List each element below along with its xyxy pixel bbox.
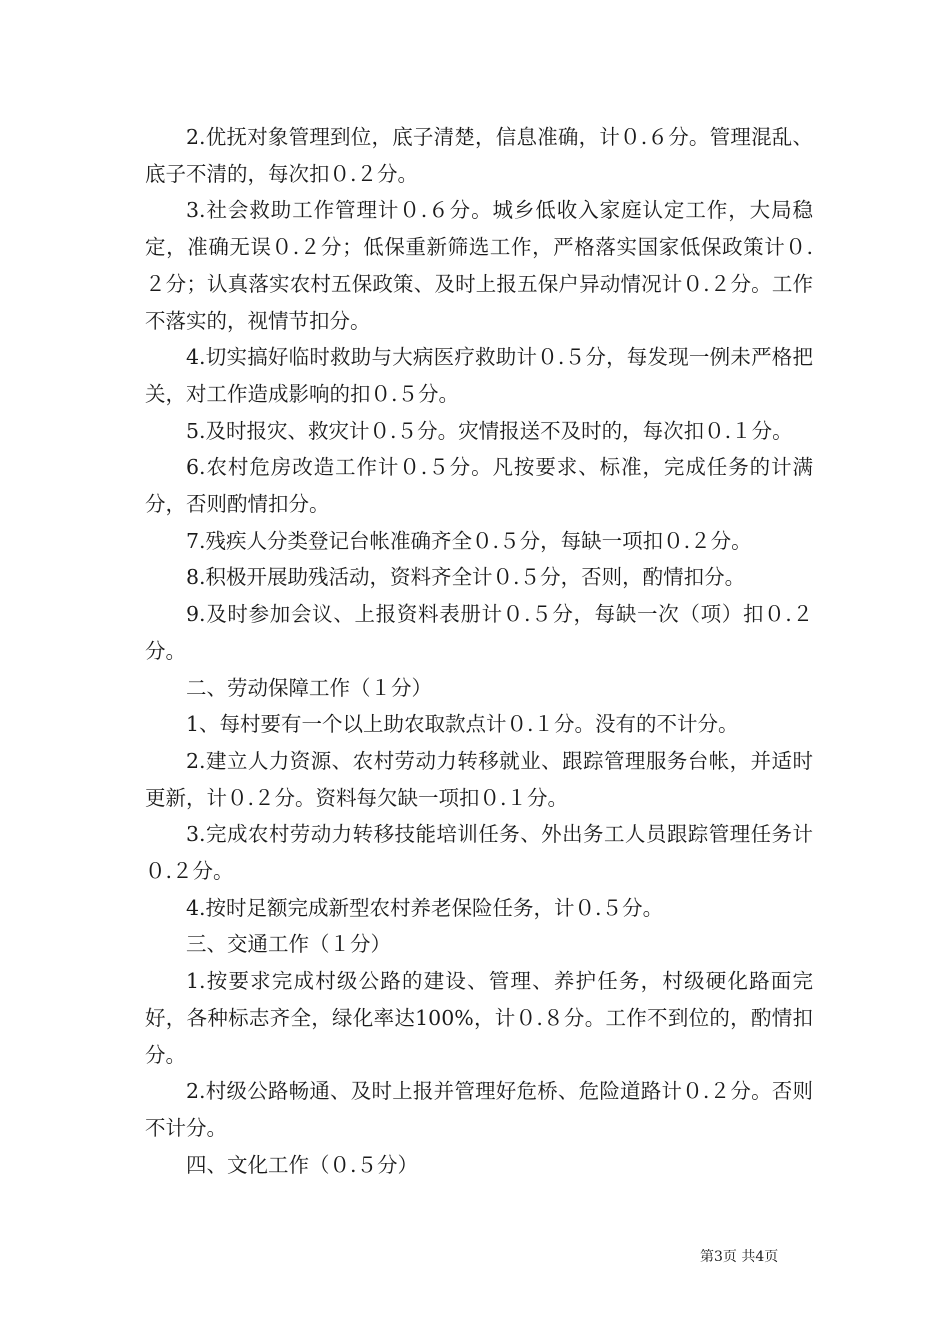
page-footer [700, 1248, 820, 1266]
section-heading-labor: 二、劳动保障工作（１分） [186, 675, 432, 700]
paragraph-item-6: 6.农村危房改造工作计０.５分。凡按要求、标准，完成任务的计满分，否则酌情扣分。 [145, 455, 813, 517]
paragraph-item-2: 2.优抚对象管理到位，底子清楚，信息准确，计０.６分。管理混乱、底子不清的，每次扣０.２分。 [145, 125, 813, 186]
document-body [145, 119, 813, 1183]
footer-prefix: 第 [700, 1249, 714, 1265]
footer-current-page: 3 [714, 1249, 723, 1265]
paragraph-traffic-2: 2.村级公路畅通、及时上报并管理好危桥、危险道路计０.２分。否则不计分。 [145, 1079, 813, 1140]
paragraph-item-7: 7.残疾人分类登记台帐准确齐全０.５分，每缺一项扣０.２分。 [186, 528, 752, 553]
paragraph-item-5: 5.及时报灾、救灾计０.５分。灾情报送不及时的，每次扣０.１分。 [186, 418, 793, 443]
paragraph-labor-3: 3.完成农村劳动力转移技能培训任务、外出务工人员跟踪管理任务计０.２分。 [145, 822, 813, 884]
paragraph-item-4: 4.切实搞好临时救助与大病医疗救助计０.５分，每发现一例未严格把关，对工作造成影响的扣０.５分。 [145, 345, 813, 406]
paragraph-item-8: 8.积极开展助残活动，资料齐全计０.５分，否则，酌情扣分。 [186, 565, 746, 590]
section-heading-culture: 四、文化工作（０.５分） [186, 1152, 419, 1177]
section-heading-traffic: 三、交通工作（１分） [186, 932, 391, 957]
paragraph-traffic-1: 1.按要求完成村级公路的建设、管理、养护任务，村级硬化路面完好，各种标志齐全，绿化率达100%，计０.８分。工作不到位的，酌情扣分。 [145, 969, 813, 1067]
paragraph-item-9: 9.及时参加会议、上报资料表册计０.５分，每缺一次（项）扣０.２分。 [145, 602, 813, 663]
paragraph-labor-1: 1、每村要有一个以上助农取款点计０.１分。没有的不计分。 [186, 712, 739, 737]
footer-total-pages: 4 [755, 1249, 765, 1265]
footer-middle: 页 共 [722, 1249, 756, 1265]
footer-suffix: 页 [764, 1249, 779, 1265]
paragraph-labor-2: 2.建立人力资源、农村劳动力转移就业、跟踪管理服务台帐，并适时更新，计０.２分。资料每欠缺一项扣０.１分。 [145, 748, 813, 810]
paragraph-labor-4: 4.按时足额完成新型农村养老保险任务，计０.５分。 [186, 895, 664, 920]
paragraph-item-3: 3.社会救助工作管理计０.６分。城乡低收入家庭认定工作，大局稳定，准确无误０.２分；低保重新筛选工作，严格落实国家低保政策计０.２分；认真落实农村五保政策、及时上报五保户异动情况计０.２分。工作不落实的，视情节扣分。 [145, 198, 813, 333]
